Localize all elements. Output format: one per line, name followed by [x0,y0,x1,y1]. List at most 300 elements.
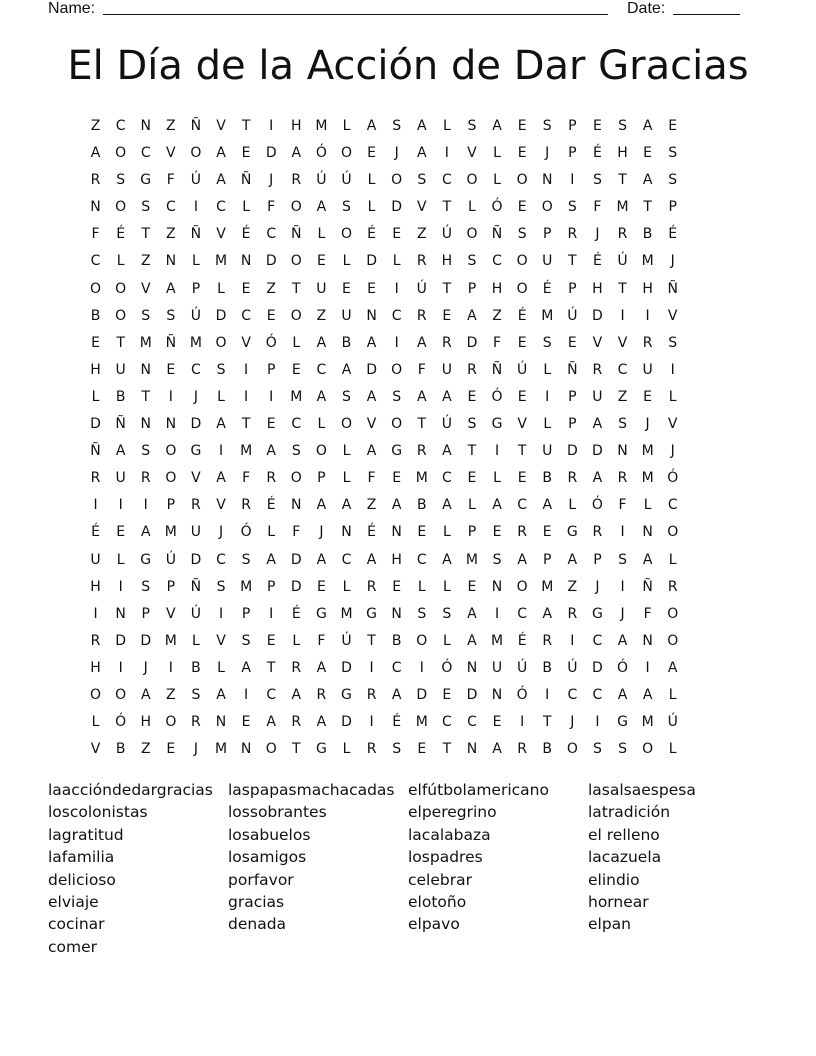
grid-letter[interactable]: A [642,551,653,568]
grid-letter[interactable]: A [391,497,402,514]
grid-letter[interactable]: Ú [416,280,427,297]
grid-letter[interactable]: G [315,605,327,622]
grid-letter[interactable]: E [266,307,276,324]
grid-letter[interactable]: Z [140,253,151,270]
grid-letter[interactable]: I [520,714,525,731]
grid-letter[interactable]: Ú [567,659,578,676]
grid-letter[interactable]: L [668,551,677,568]
grid-letter[interactable]: I [645,659,650,676]
grid-letter[interactable]: C [266,686,277,703]
grid-letter[interactable]: I [620,524,625,541]
grid-letter[interactable]: Z [166,226,176,243]
grid-letter[interactable]: C [115,118,126,134]
grid-letter[interactable]: A [316,497,327,514]
grid-letter[interactable]: C [165,199,176,216]
grid-letter[interactable]: C [316,361,327,378]
grid-letter[interactable]: S [342,199,351,216]
grid-letter[interactable]: I [244,388,249,405]
grid-letter[interactable]: Ó [516,686,528,703]
grid-letter[interactable]: N [165,253,177,270]
grid-letter[interactable]: A [416,388,427,405]
grid-letter[interactable]: C [191,361,201,378]
grid-letter[interactable]: U [441,361,452,378]
grid-letter[interactable]: M [164,524,177,541]
grid-letter[interactable]: G [491,416,503,433]
grid-letter[interactable]: D [140,632,152,649]
grid-letter[interactable]: Ú [441,416,452,433]
grid-letter[interactable]: P [317,470,326,487]
grid-letter[interactable]: D [366,361,377,378]
grid-letter[interactable]: R [191,497,201,514]
grid-letter[interactable]: A [316,714,327,731]
grid-letter[interactable]: V [191,470,201,487]
grid-letter[interactable]: L [342,470,351,487]
grid-letter[interactable]: F [643,605,652,622]
grid-letter[interactable]: N [642,632,653,649]
grid-letter[interactable]: I [369,714,374,731]
grid-letter[interactable]: A [492,741,502,758]
grid-letter[interactable]: R [667,578,678,595]
grid-letter[interactable]: J [193,741,198,758]
grid-letter[interactable]: Z [366,497,377,514]
grid-letter[interactable]: Ú [517,659,528,676]
grid-letter[interactable]: O [566,741,578,758]
grid-letter[interactable]: O [340,416,352,433]
grid-letter[interactable]: E [517,199,527,216]
grid-letter[interactable]: A [467,307,477,324]
grid-letter[interactable]: E [291,361,301,378]
grid-letter[interactable]: S [467,253,477,270]
grid-letter[interactable]: A [617,686,628,703]
grid-letter[interactable]: N [240,741,252,758]
grid-letter[interactable]: E [342,280,351,297]
grid-letter[interactable]: T [141,226,151,243]
grid-letter[interactable]: R [241,497,251,514]
grid-letter[interactable]: A [266,443,276,460]
grid-letter[interactable]: A [316,659,327,676]
grid-letter[interactable]: O [541,199,553,216]
grid-letter[interactable]: U [542,253,553,270]
grid-letter[interactable]: R [90,172,101,189]
grid-letter[interactable]: I [118,659,123,676]
grid-letter[interactable]: Ñ [190,118,202,134]
grid-letter[interactable]: R [266,470,277,487]
grid-letter[interactable]: S [668,145,678,162]
grid-letter[interactable]: L [91,714,100,731]
grid-letter[interactable]: D [466,334,478,351]
grid-letter[interactable]: A [366,551,377,568]
grid-letter[interactable]: A [316,551,327,568]
grid-letter[interactable]: P [568,416,577,433]
grid-letter[interactable]: G [591,605,603,622]
grid-letter[interactable]: P [241,605,251,622]
grid-letter[interactable]: S [618,416,627,433]
grid-letter[interactable]: E [668,118,678,134]
grid-letter[interactable]: M [214,253,228,270]
grid-letter[interactable]: R [416,253,427,270]
grid-letter[interactable]: V [667,307,678,324]
grid-letter[interactable]: A [366,443,377,460]
grid-letter[interactable]: Z [316,307,327,324]
grid-letter[interactable]: P [191,280,201,297]
grid-letter[interactable]: E [442,307,452,324]
grid-letter[interactable]: N [291,497,302,514]
grid-letter[interactable]: D [592,659,603,676]
grid-letter[interactable]: T [266,659,276,676]
grid-letter[interactable]: Ñ [190,226,202,243]
grid-letter[interactable]: S [592,172,602,189]
grid-letter[interactable]: O [391,361,403,378]
grid-letter[interactable]: O [115,307,127,324]
grid-letter[interactable]: O [466,172,478,189]
grid-letter[interactable]: B [542,741,553,758]
grid-letter[interactable]: G [391,443,403,460]
grid-letter[interactable]: P [543,226,552,243]
grid-letter[interactable]: E [266,416,276,433]
grid-letter[interactable]: V [216,118,226,134]
grid-letter[interactable]: Ó [491,388,503,405]
grid-letter[interactable]: C [90,253,101,270]
grid-letter[interactable]: A [241,659,251,676]
grid-letter[interactable]: O [290,199,302,216]
grid-letter[interactable]: D [391,199,403,216]
grid-letter[interactable]: N [165,416,177,433]
grid-letter[interactable]: E [592,118,602,134]
grid-letter[interactable]: C [441,470,452,487]
grid-letter[interactable]: L [217,659,225,676]
grid-letter[interactable]: U [115,361,126,378]
grid-letter[interactable]: P [668,199,677,216]
grid-letter[interactable]: L [342,253,351,270]
grid-letter[interactable]: A [592,416,603,433]
grid-letter[interactable]: S [467,416,477,433]
grid-letter[interactable]: U [491,659,503,676]
grid-letter[interactable]: O [115,199,127,216]
grid-letter[interactable]: L [442,524,451,541]
grid-letter[interactable]: M [465,551,478,568]
grid-letter[interactable]: B [191,659,201,676]
grid-letter[interactable]: R [90,632,101,649]
grid-letter[interactable]: P [266,361,276,378]
grid-letter[interactable]: R [366,741,377,758]
grid-letter[interactable]: A [291,145,302,162]
grid-letter[interactable]: T [116,334,125,351]
grid-letter[interactable]: O [265,741,277,758]
grid-letter[interactable]: H [90,659,101,676]
grid-letter[interactable]: H [90,361,101,378]
grid-letter[interactable]: I [244,361,249,378]
grid-letter[interactable]: E [392,226,402,243]
grid-letter[interactable]: É [668,226,678,243]
grid-letter[interactable]: N [366,307,377,324]
grid-letter[interactable]: E [442,686,452,703]
grid-letter[interactable]: S [392,388,402,405]
grid-letter[interactable]: A [291,686,302,703]
grid-letter[interactable]: S [216,578,226,595]
grid-letter[interactable]: P [593,551,602,568]
grid-letter[interactable]: L [317,226,326,243]
grid-letter[interactable]: G [341,686,352,703]
grid-letter[interactable]: H [441,253,453,270]
grid-letter[interactable]: E [517,118,527,134]
grid-letter[interactable]: R [291,172,302,189]
grid-letter[interactable]: D [215,307,227,324]
grid-letter[interactable]: D [190,551,202,568]
grid-letter[interactable]: V [241,334,251,351]
grid-letter[interactable]: Ú [567,307,578,324]
grid-letter[interactable]: J [218,524,224,541]
grid-letter[interactable]: P [141,605,150,622]
grid-letter[interactable]: O [115,145,127,162]
grid-letter[interactable]: R [517,741,527,758]
grid-letter[interactable]: O [642,741,654,758]
grid-letter[interactable]: S [542,118,552,134]
grid-letter[interactable]: N [642,524,653,541]
grid-letter[interactable]: É [367,226,376,243]
grid-letter[interactable]: U [190,524,202,541]
grid-letter[interactable]: O [466,226,478,243]
grid-letter[interactable]: U [90,551,101,568]
grid-letter[interactable]: O [416,632,428,649]
grid-letter[interactable]: S [241,551,251,568]
grid-letter[interactable]: L [91,388,100,405]
grid-letter[interactable]: S [166,307,176,324]
grid-letter[interactable]: V [416,199,427,216]
grid-letter[interactable]: O [516,172,528,189]
grid-letter[interactable]: C [291,416,302,433]
grid-letter[interactable]: L [493,470,501,487]
grid-letter[interactable]: U [341,307,352,324]
grid-letter[interactable]: C [216,199,226,216]
grid-letter[interactable]: R [291,714,302,731]
grid-letter[interactable]: A [341,361,352,378]
grid-letter[interactable]: I [269,605,274,622]
grid-letter[interactable]: H [140,714,151,731]
grid-letter[interactable]: Ñ [240,172,252,189]
grid-letter[interactable]: Ñ [190,578,202,595]
grid-letter[interactable]: J [570,714,575,731]
grid-letter[interactable]: L [217,388,225,405]
grid-letter[interactable]: J [545,145,550,162]
grid-letter[interactable]: S [517,226,527,243]
grid-letter[interactable]: U [592,388,603,405]
grid-letter[interactable]: H [291,118,302,134]
grid-letter[interactable]: E [392,578,402,595]
grid-letter[interactable]: D [265,253,277,270]
grid-letter[interactable]: G [140,172,152,189]
grid-letter[interactable]: O [667,632,679,649]
grid-letter[interactable]: T [467,443,477,460]
grid-letter[interactable]: R [592,361,603,378]
grid-letter[interactable]: C [441,172,452,189]
grid-letter[interactable]: A [642,686,653,703]
grid-letter[interactable]: A [216,686,226,703]
grid-letter[interactable]: E [467,470,477,487]
grid-letter[interactable]: I [218,443,224,460]
grid-letter[interactable]: A [416,118,427,134]
grid-letter[interactable]: G [566,524,578,541]
grid-letter[interactable]: Ñ [667,280,678,297]
grid-letter[interactable]: O [290,253,302,270]
grid-letter[interactable]: V [517,416,527,433]
grid-letter[interactable]: S [542,334,552,351]
grid-letter[interactable]: A [115,443,126,460]
grid-letter[interactable]: I [269,388,274,405]
grid-letter[interactable]: L [643,497,652,514]
grid-letter[interactable]: Ó [617,659,629,676]
grid-letter[interactable]: D [341,659,352,676]
grid-letter[interactable]: Ñ [491,361,503,378]
grid-letter[interactable]: B [542,470,553,487]
grid-letter[interactable]: L [493,145,501,162]
grid-letter[interactable]: E [166,741,176,758]
grid-letter[interactable]: V [166,605,176,622]
grid-letter[interactable]: Ñ [90,443,101,460]
grid-letter[interactable]: E [241,714,251,731]
grid-letter[interactable]: Ñ [165,334,177,351]
grid-letter[interactable]: V [166,145,176,162]
grid-letter[interactable]: A [366,118,377,134]
grid-letter[interactable]: E [492,714,502,731]
grid-letter[interactable]: J [645,416,650,433]
grid-letter[interactable]: D [366,253,377,270]
grid-letter[interactable]: I [93,497,98,514]
grid-letter[interactable]: N [140,118,151,134]
grid-letter[interactable]: T [643,199,652,216]
grid-letter[interactable]: L [242,199,251,216]
grid-letter[interactable]: M [541,578,554,595]
grid-letter[interactable]: R [617,226,628,243]
grid-letter[interactable]: E [517,145,527,162]
grid-letter[interactable]: S [442,605,452,622]
grid-letter[interactable]: V [216,226,226,243]
grid-letter[interactable]: A [416,334,427,351]
grid-letter[interactable]: I [620,307,625,324]
grid-letter[interactable]: E [643,388,653,405]
grid-letter[interactable]: I [93,605,98,622]
grid-letter[interactable]: T [618,172,627,189]
grid-letter[interactable]: E [517,388,527,405]
grid-letter[interactable]: P [166,497,176,514]
grid-letter[interactable]: I [394,280,399,297]
grid-letter[interactable]: L [493,172,501,189]
grid-letter[interactable]: F [292,524,301,541]
grid-letter[interactable]: L [468,199,476,216]
grid-letter[interactable]: C [341,551,352,568]
grid-letter[interactable]: D [265,145,277,162]
grid-letter[interactable]: É [241,226,251,243]
grid-letter[interactable]: I [494,605,500,622]
grid-letter[interactable]: L [217,280,225,297]
grid-letter[interactable]: B [115,388,126,405]
grid-letter[interactable]: S [618,551,627,568]
grid-letter[interactable]: D [416,686,428,703]
grid-letter[interactable]: V [140,280,151,297]
grid-letter[interactable]: M [139,334,152,351]
grid-letter[interactable]: C [492,253,502,270]
grid-letter[interactable]: J [595,578,600,595]
grid-letter[interactable]: C [517,605,528,622]
grid-letter[interactable]: E [91,334,100,351]
grid-letter[interactable]: R [416,307,427,324]
grid-letter[interactable]: L [668,388,677,405]
grid-letter[interactable]: M [214,741,228,758]
grid-letter[interactable]: C [592,686,603,703]
grid-letter[interactable]: A [266,551,276,568]
grid-letter[interactable]: V [216,497,226,514]
grid-letter[interactable]: S [141,199,151,216]
grid-letter[interactable]: R [567,470,578,487]
grid-letter[interactable]: U [316,280,327,297]
grid-letter[interactable]: F [367,470,376,487]
grid-letter[interactable]: Ú [165,551,176,568]
grid-letter[interactable]: D [592,307,603,324]
grid-letter[interactable]: A [467,632,477,649]
grid-letter[interactable]: A [216,172,226,189]
grid-letter[interactable]: M [240,578,253,595]
grid-letter[interactable]: B [341,334,352,351]
grid-letter[interactable]: Z [166,686,176,703]
grid-letter[interactable]: I [620,578,625,595]
grid-letter[interactable]: Z [166,118,176,134]
grid-letter[interactable]: M [240,443,253,460]
grid-letter[interactable]: S [342,388,351,405]
grid-letter[interactable]: U [542,443,553,460]
grid-letter[interactable]: L [116,551,125,568]
grid-letter[interactable]: L [468,497,476,514]
grid-letter[interactable]: V [617,334,628,351]
grid-letter[interactable]: S [216,361,226,378]
grid-letter[interactable]: H [90,578,101,595]
grid-letter[interactable]: A [366,334,377,351]
grid-letter[interactable]: R [517,524,527,541]
grid-letter[interactable]: I [444,145,449,162]
grid-letter[interactable]: S [141,443,151,460]
grid-letter[interactable]: R [140,470,151,487]
grid-letter[interactable]: P [568,145,577,162]
grid-letter[interactable]: N [391,524,402,541]
grid-letter[interactable]: R [366,686,377,703]
grid-letter[interactable]: I [570,172,575,189]
grid-letter[interactable]: H [642,280,653,297]
grid-letter[interactable]: A [216,145,226,162]
grid-letter[interactable]: Ó [491,199,503,216]
grid-letter[interactable]: R [191,714,201,731]
grid-letter[interactable]: C [592,632,603,649]
grid-letter[interactable]: V [667,416,678,433]
grid-letter[interactable]: E [517,470,527,487]
grid-letter[interactable]: F [242,470,251,487]
grid-letter[interactable]: P [568,118,577,134]
grid-letter[interactable]: R [642,334,653,351]
grid-letter[interactable]: A [366,388,377,405]
grid-letter[interactable]: H [592,280,603,297]
grid-letter[interactable]: Ú [341,172,352,189]
grid-letter[interactable]: Ú [190,605,202,622]
grid-letter[interactable]: I [118,578,123,595]
grid-letter[interactable]: Z [617,388,628,405]
grid-letter[interactable]: J [670,253,675,270]
grid-letter[interactable]: R [416,443,427,460]
grid-letter[interactable]: S [241,632,251,649]
grid-letter[interactable]: J [670,443,675,460]
grid-letter[interactable]: I [193,199,198,216]
grid-letter[interactable]: D [90,416,101,433]
grid-letter[interactable]: F [618,497,627,514]
grid-letter[interactable]: A [467,605,477,622]
grid-letter[interactable]: C [667,497,678,514]
grid-letter[interactable]: Z [266,280,276,297]
